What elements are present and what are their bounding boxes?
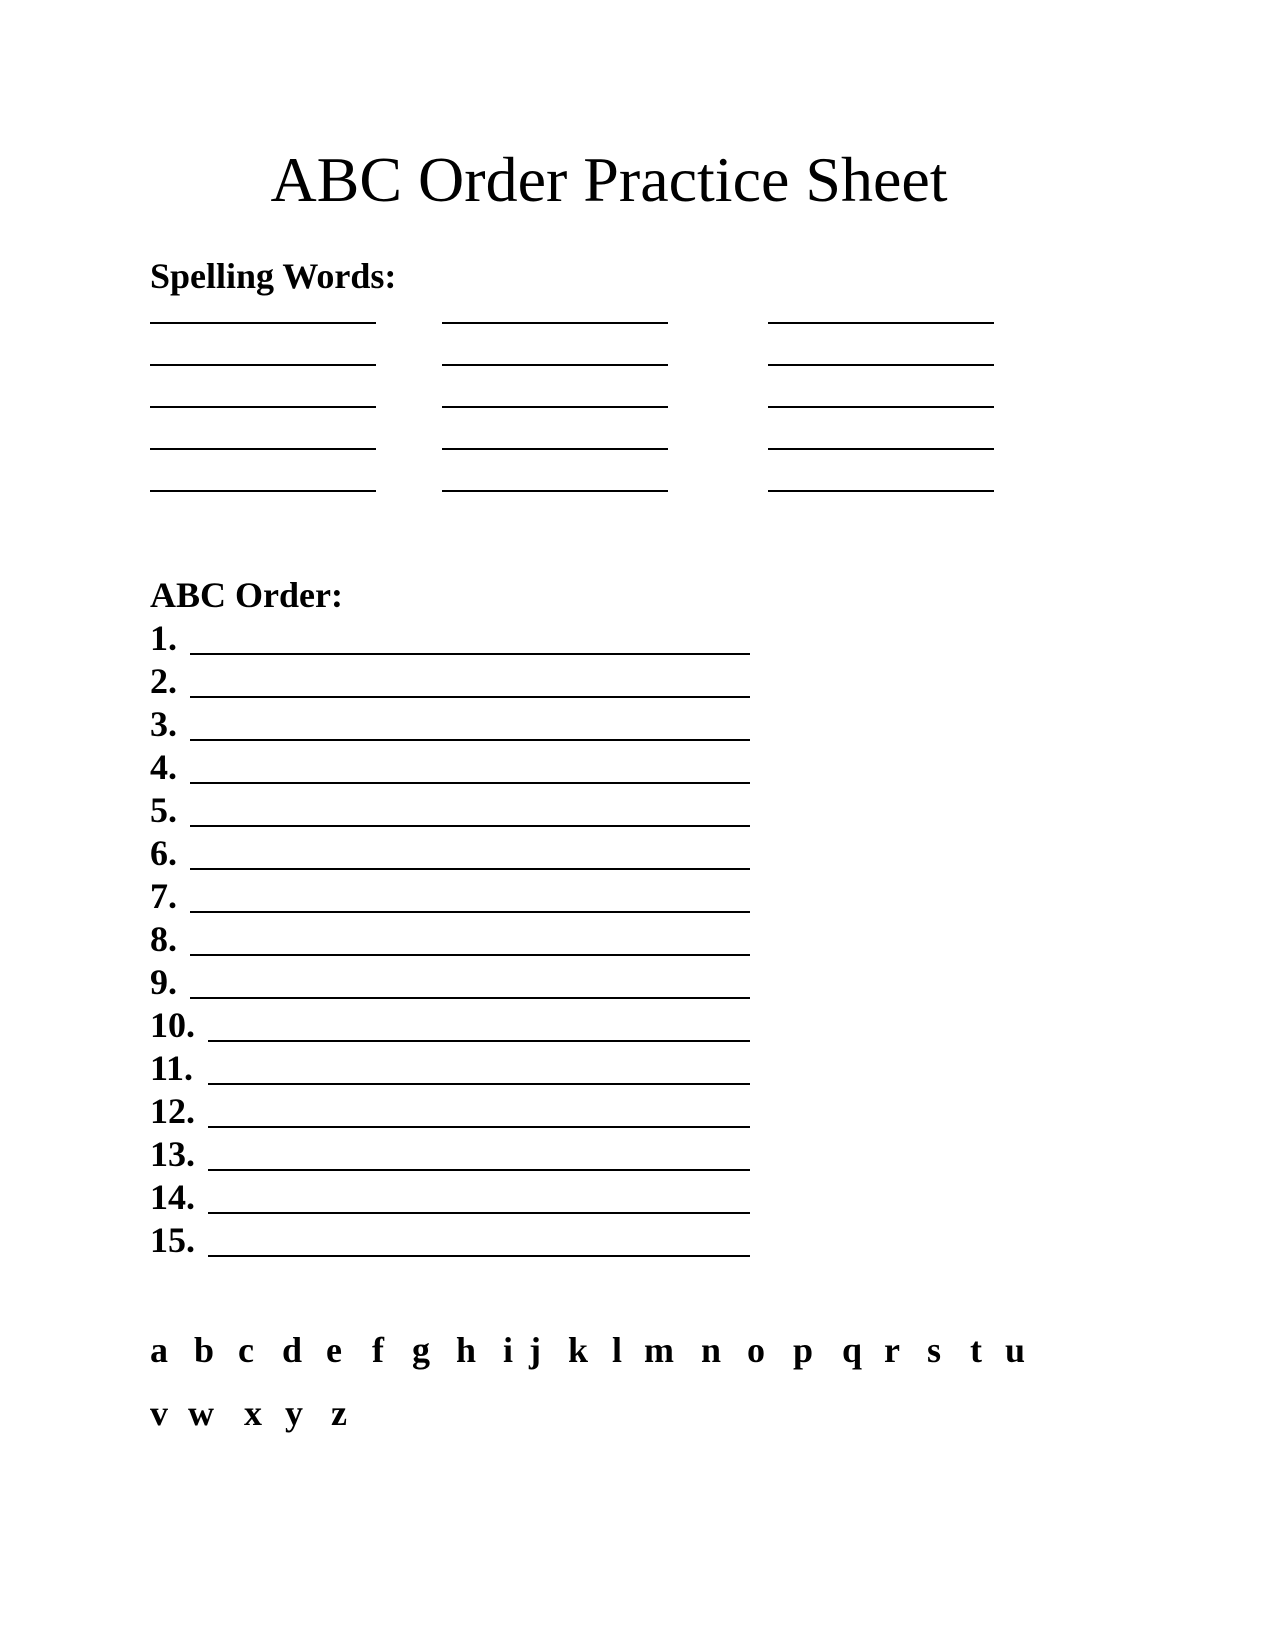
abc-order-list <box>150 618 750 1263</box>
alphabet-row <box>150 1332 1150 1372</box>
abc-order-heading: ABC Order: <box>150 575 343 615</box>
abc-order-item <box>150 962 750 1005</box>
abc-order-number: 15. <box>150 1220 195 1260</box>
spelling-word-blank[interactable] <box>442 448 668 450</box>
abc-order-item <box>150 876 750 919</box>
abc-order-answer-line[interactable] <box>190 825 750 827</box>
abc-order-answer-line[interactable] <box>208 1040 750 1042</box>
alphabet-letter: p <box>793 1330 814 1370</box>
alphabet-letter: w <box>188 1393 214 1433</box>
alphabet-letter: t <box>970 1330 982 1370</box>
abc-order-number: 6. <box>150 833 177 873</box>
abc-order-item <box>150 833 750 876</box>
abc-order-answer-line[interactable] <box>190 911 750 913</box>
alphabet-letter: a <box>150 1330 168 1370</box>
abc-order-answer-line[interactable] <box>190 868 750 870</box>
spelling-words-heading: Spelling Words: <box>150 256 397 296</box>
spelling-word-blank[interactable] <box>768 406 994 408</box>
abc-order-answer-line[interactable] <box>208 1169 750 1171</box>
abc-order-item <box>150 1220 750 1263</box>
abc-order-answer-line[interactable] <box>208 1255 750 1257</box>
spelling-word-blank[interactable] <box>442 490 668 492</box>
alphabet-letter: h <box>456 1330 477 1370</box>
abc-order-answer-line[interactable] <box>190 782 750 784</box>
alphabet-letter: m <box>644 1330 674 1370</box>
spelling-word-blank[interactable] <box>768 322 994 324</box>
alphabet-letter: o <box>747 1330 765 1370</box>
alphabet-letter: j <box>529 1330 541 1370</box>
spelling-word-blank[interactable] <box>768 448 994 450</box>
spelling-word-blank[interactable] <box>150 322 376 324</box>
abc-order-number: 10. <box>150 1005 195 1045</box>
spelling-word-blank[interactable] <box>150 364 376 366</box>
alphabet-letter: k <box>568 1330 589 1370</box>
alphabet-letter: z <box>331 1393 347 1433</box>
abc-order-number: 8. <box>150 919 177 959</box>
abc-order-item <box>150 919 750 962</box>
abc-order-answer-line[interactable] <box>208 1126 750 1128</box>
alphabet-letter: u <box>1005 1330 1026 1370</box>
abc-order-item <box>150 618 750 661</box>
abc-order-answer-line[interactable] <box>190 739 750 741</box>
alphabet-letter: g <box>412 1330 430 1370</box>
abc-order-number: 1. <box>150 618 177 658</box>
abc-order-number: 4. <box>150 747 177 787</box>
abc-order-answer-line[interactable] <box>208 1212 750 1214</box>
spelling-word-blank[interactable] <box>768 364 994 366</box>
abc-order-number: 12. <box>150 1091 195 1131</box>
abc-order-item <box>150 790 750 833</box>
abc-order-answer-line[interactable] <box>190 954 750 956</box>
spelling-words-grid <box>150 322 1050 522</box>
abc-order-number: 3. <box>150 704 177 744</box>
spelling-word-blank[interactable] <box>150 490 376 492</box>
abc-order-item <box>150 1005 750 1048</box>
abc-order-number: 2. <box>150 661 177 701</box>
spelling-word-blank[interactable] <box>150 406 376 408</box>
alphabet-letter: r <box>884 1330 900 1370</box>
abc-order-item <box>150 747 750 790</box>
alphabet-letter: n <box>701 1330 722 1370</box>
spelling-word-blank[interactable] <box>150 448 376 450</box>
abc-order-answer-line[interactable] <box>190 696 750 698</box>
abc-order-item <box>150 1091 750 1134</box>
abc-order-answer-line[interactable] <box>208 1083 750 1085</box>
alphabet-letter: q <box>842 1330 863 1370</box>
abc-order-number: 9. <box>150 962 177 1002</box>
abc-order-item <box>150 1048 750 1091</box>
abc-order-number: 11. <box>150 1048 194 1088</box>
alphabet-letter: x <box>244 1393 262 1433</box>
abc-order-number: 13. <box>150 1134 195 1174</box>
abc-order-number: 7. <box>150 876 177 916</box>
alphabet-letter: s <box>927 1330 942 1370</box>
alphabet-letter: d <box>282 1330 303 1370</box>
alphabet-letter: l <box>612 1330 623 1370</box>
abc-order-item <box>150 704 750 747</box>
spelling-word-blank[interactable] <box>768 490 994 492</box>
abc-order-item <box>150 1134 750 1177</box>
alphabet-letter: b <box>194 1330 215 1370</box>
alphabet-letter: c <box>238 1330 254 1370</box>
abc-order-number: 14. <box>150 1177 195 1217</box>
alphabet-letter: y <box>285 1393 303 1433</box>
alphabet-letter: v <box>150 1393 168 1433</box>
alphabet-letter: i <box>503 1330 514 1370</box>
abc-order-item <box>150 1177 750 1220</box>
abc-order-number: 5. <box>150 790 177 830</box>
page-title: ABC Order Practice Sheet <box>270 144 948 215</box>
abc-order-answer-line[interactable] <box>190 997 750 999</box>
spelling-word-blank[interactable] <box>442 406 668 408</box>
alphabet-letter: e <box>326 1330 342 1370</box>
alphabet-row <box>150 1395 1150 1435</box>
spelling-word-blank[interactable] <box>442 322 668 324</box>
alphabet-letter: f <box>372 1330 384 1370</box>
abc-order-answer-line[interactable] <box>190 653 750 655</box>
spelling-word-blank[interactable] <box>442 364 668 366</box>
abc-order-item <box>150 661 750 704</box>
